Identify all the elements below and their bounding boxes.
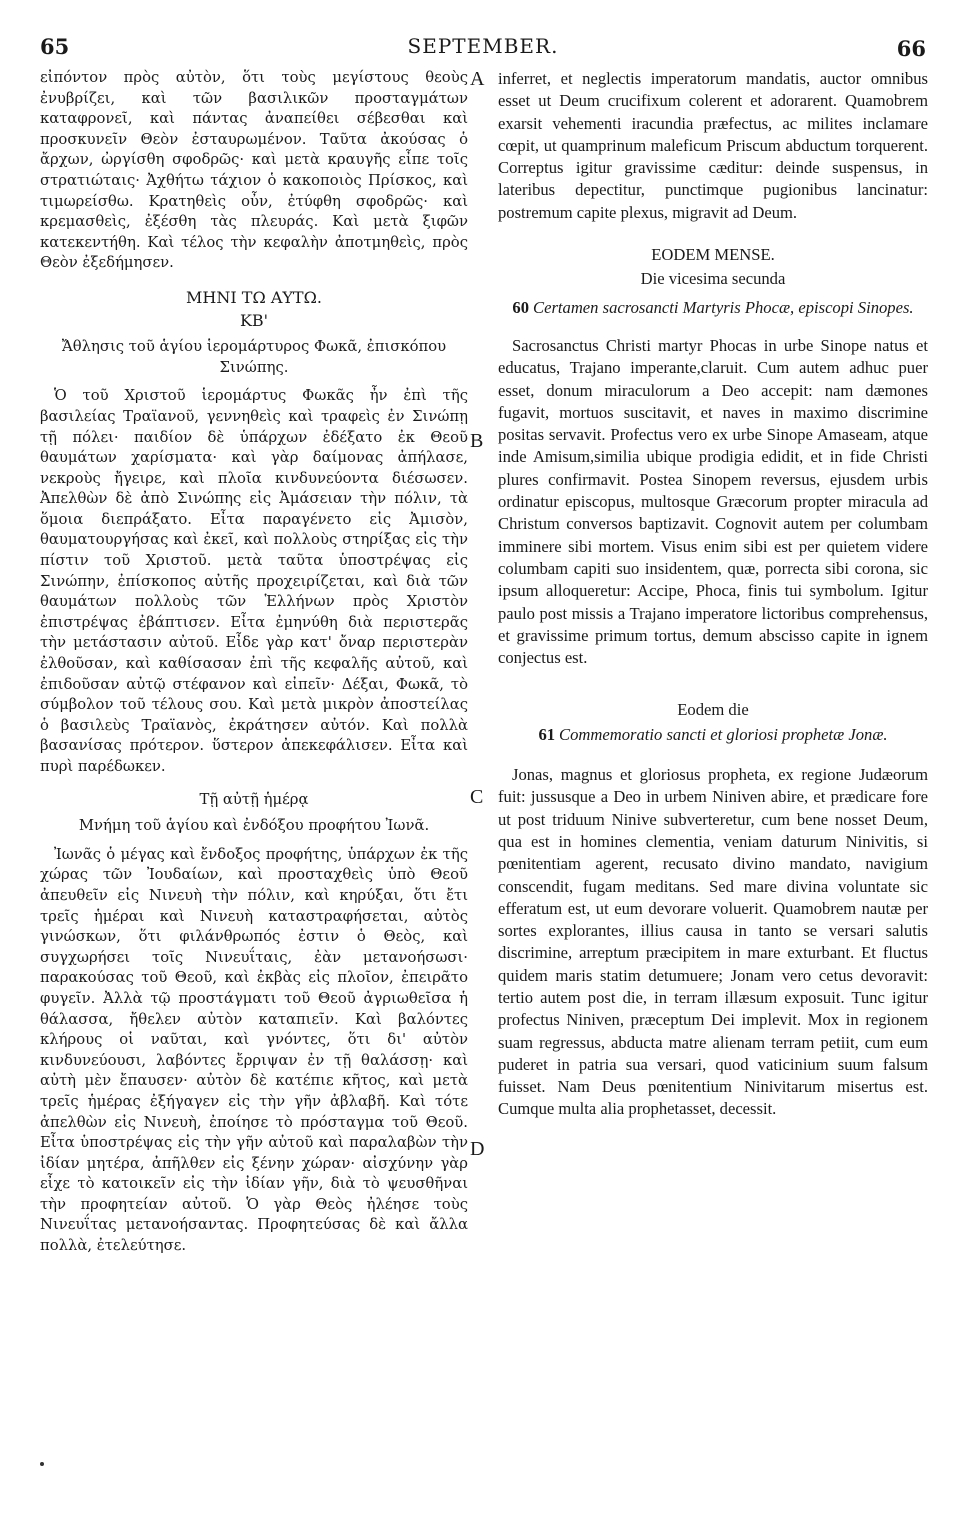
latin-intro-paragraph: inferret, et neglectis imperatorum mandatis, auctor omnibus esset ut Deum crucifixum colerent et adorarent. Quamobrem exarsit vehementi iracundia præfectus, ac milites inclamare cœpit, ut quamprinum maleficum Priscum abductum torquerent. Correptus igitur gravissime cæditur: deinde suspensus, in lateribus depectitur, punctimque pugionibus lancinatur: postremum capite plexus, migravit ad Deum. xyxy=(498,69,928,222)
greek-phocas-title: Ἄθλησις τοῦ ἁγίου ἱερομάρτυρος Φωκᾶ, ἐπισκόπου Σινώπης. xyxy=(61,338,447,376)
greek-same-day-heading: Τῇ αὐτῇ ἡμέρᾳ xyxy=(199,790,309,808)
ink-dot xyxy=(40,1462,44,1466)
latin-column xyxy=(498,68,928,1121)
greek-column xyxy=(40,68,468,1257)
latin-jonah-heading xyxy=(498,724,928,746)
latin-jonah-number: 61 xyxy=(538,724,556,744)
latin-phocas-text: Sacrosanctus Christi martyr Phocas in urbe Sinope natus et educatus, Trajano imperante,claruit. Cum autem adhuc puer esset, donum miraculorum a Deo accepit: nam dæmones fugavit, mortuos suscitavit, et naves in maximo discrimine positas servavit. Profectus vero ex urbe Sinope Amaseam, atque inde Amisum,similia ubique prodigia edidit, et in fide Christi plures confirmavit. Postea Sinopem reversus, ejusdem urbis ordinatur episcopus, multosque Græcorum propter miracula ad Christum conversos baptizavit. Cognovit autem per columbam imminere sibi mortem. Visus enim sibi est per quietem videre columbam capiti suo insidentem, quæ, porrecta sibi corona, sic ipsum alloqueretur: Accipe, Phoca, finis tui symbolum. Igitur paulo post missis a Trajano imperatore lictoribus comprehensus, et gravissime primum tortus, demum abscisso capite in ignem conjectus est. xyxy=(498,335,928,668)
latin-same-day-heading: Eodem die xyxy=(677,700,749,720)
greek-jonah-text: Ἰωνᾶς ὁ μέγας καὶ ἔνδοξος προφήτης, ὑπάρχων ἐκ τῆς χώρας τῶν Ἰουδαίων, καὶ προσταχθεὶς ὑπὸ Θεοῦ ἀπευθεῖν εἰς Νινευὴ τὴν πόλιν, καὶ κηρύξαι, ὅτι ἔτι τρεῖς ἡμέραι καὶ Νινευὴ καταστραφήσεται, αὐτὸς γινώσκων, ὅτι φιλάνθρωπός ἐστιν ὁ Θεὸς, καὶ συγχωρήσει τοῖς Νινευΐταις, ἐὰν μετανοήσωσι· παρακούσας τοῦ Θεοῦ, καὶ ἐκβὰς εἰς πλοῖον, ἐπειρᾶτο φυγεῖν. Ἀλλὰ τῷ προστάγματι τοῦ Θεοῦ ἀγριωθεῖσα ἡ θάλασσα, ἤθελεν αὐτὸν καταπιεῖν. Καὶ βαλόντες κλήρους οἱ ναῦται, καὶ γνόντες, ὅτι δι' αὐτὸν κινδυνεύουσι, λαβόντες ἔρριψαν ἐν τῇ θαλάσσῃ· καὶ αὐτὴ μὲν ἔπαυσεν· αὐτὸν δὲ κατέπιε κῆτος, καὶ μετὰ τρεῖς ἡμέρας ἐξήγαγεν εἰς τὴν γῆν ἀβλαβῆ. Καὶ τότε ἀπελθὼν εἰς Νινευὴ, ἐποίησε τὸ πρόσταγμα τοῦ Θεοῦ. Εἶτα ὑποστρέψας εἰς τὴν γῆν αὐτοῦ καὶ παραλαβὼν τὴν ἰδίαν μητέρα, ἀπῆλθεν εἰς ξένην χώραν· αἰσχύνην γὰρ εἶχε τὸ κατοικεῖν εἰς τὴν ἰδίαν γῆν, διὰ τὸ ψευσθῆναι τὴν προφητείαν αὐτοῦ. Ὁ γὰρ Θεὸς ἠλέησε τοὺς Νινευΐτας μετανοήσαντας. Προφητεύσας δὲ καὶ ἄλλα πολλὰ, ἐτελεύτησε. xyxy=(40,845,468,1255)
latin-phocas-heading xyxy=(498,297,928,319)
latin-phocas-number: 60 xyxy=(512,297,530,317)
margin-marker-d: D xyxy=(470,1138,485,1160)
latin-jonah-text: Jonas, magnus et gloriosus propheta, ex regione Judæorum fuit: jussusque a Deo in urbem Niniven abire, et prædicare fore ut post triduum Ninive subverteretur, cum bene nosset Deum, qua est in homines clementia, veniam daturum Ninivitis, si pœnitentiam agerent, recusato divino mandato, navigium conscendit, fugam meditans. Sed mare divina voluntate sic efferatum est, ut eum devorare voluerit. Quamobrem nautæ per sortes explorantes, illius causa in tanto se versari salutis discrimine, arreptum præcipitem in mare exturbant. Et fluctus quidem maris statim detumuere; Jonam vero cetus devoravit: tertio autem post die, in terram illæsum exposuit. Tunc igitur profectus Niniven, præceptum Dei implevit. Mox in regionem suam regressus, abducta matre alienam terram petiit, cum eum puderet in patria sua versari, quod vaticinium suum falsum fuisset. Nam Deus pœnitentium Ninivitarum misertus est. Cumque multa alia prophetasset, decessit. xyxy=(498,765,928,1119)
left-page-number: 65 xyxy=(40,34,70,59)
greek-day-numeral: ΚΒ' xyxy=(239,310,269,330)
greek-jonah-title: Μνήμη τοῦ ἁγίου καὶ ἐνδόξου προφήτου Ἰωνᾶ. xyxy=(78,817,430,835)
latin-month-heading: EODEM MENSE. xyxy=(651,245,775,265)
margin-marker-b: B xyxy=(470,430,484,452)
greek-intro-paragraph: εἰπόντον πρὸς αὐτὸν, ὅτι τοὺς μεγίστους θεοὺς ἐνυβρίζει, καὶ τῶν βασιλικῶν προσταγμάτων καταφρονεῖ, καὶ πάντας ἀναπείθει σέβεσθαι καὶ προσκυνεῖν Θεὸν ἐσταυρωμένον. Ταῦτα ἀκούσας ὁ ἄρχων, ὠργίσθη σφοδρῶς· καὶ μετὰ κραυγῆς εἶπε τοῖς στρατιώταις· Ἀχθήτω τάχιον ὁ κακοποιὸς Πρίσκος, καὶ τιμωρείσθω. Κρατηθεὶς οὖν, ἐτύφθη σφοδρῶς· καὶ κρεμασθεὶς, ἐξέσθη τὰς πλευράς. Καὶ μετὰ ξιφῶν κατεκεντήθη. Καὶ τέλος τὴν κεφαλὴν ἀποτμηθεὶς, πρὸς Θεὸν ἐξεδήμησεν. xyxy=(40,69,468,272)
page-header xyxy=(40,34,926,64)
margin-marker-a: A xyxy=(470,68,485,90)
margin-marker-c: C xyxy=(470,786,484,808)
latin-phocas-title: Certamen sacrosancti Martyris Phocæ, episcopi Sinopes. xyxy=(533,297,914,317)
greek-month-heading: ΜΗΝΙ ΤΩ ΑΥΤΩ. xyxy=(186,287,322,307)
running-title: SEPTEMBER. xyxy=(407,34,559,58)
latin-day-heading: Die vicesima secunda xyxy=(640,269,786,289)
greek-phocas-text: Ὁ τοῦ Χριστοῦ ἱερομάρτυς Φωκᾶς ἦν ἐπὶ τῆς βασιλείας Τραϊανοῦ, γεννηθεὶς καὶ τραφεὶς ἐν Σινώπῃ τῇ πόλει· παιδίον δὲ ὑπάρχων ἐδέξατο ἐκ Θεοῦ θαυμάτων χαρίσματα· καὶ γὰρ δαίμονας ἀπήλασε, νεκροὺς ἤγειρε, καὶ πλοῖα κινδυνεύοντα διέσωσεν. Ἀπελθὼν δὲ ἀπὸ Σινώπης εἰς Ἀμάσειαν τὴν πόλιν, τὰ ὅμοια διεπράξατο. Εἶτα παραγένετο εἰς Ἀμισὸν, θαυματουργήσας καὶ ἐκεῖ, καὶ πολλοὺς στηρίξας εἰς τὴν πίστιν τοῦ Χριστοῦ. μετὰ ταῦτα ὑποστρέψας εἰς Σινώπην, ἐπίσκοπος αὐτῆς προχειρίζεται, καὶ διὰ τῶν θαυμάτων πολλοὺς τῶν Ἑλλήνων πρὸς Χριστὸν ἐπιστρέψας ἐβάπτισεν. Εἶτα ἐμηνύθη διὰ περιστερᾶς τὴν μετάστασιν αὐτοῦ. Εἶδε γὰρ κατ' ὄναρ περιστερὰν ἐλθοῦσαν, καὶ καθίσασαν ἐπὶ τῆς κεφαλῆς αὐτοῦ, καὶ ἐπιδοῦσαν αὐτῷ στέφανον καὶ εἰπεῖν· Δέξαι, Φωκᾶ, τὸ σύμβολον τοῦ τέλους σου. Καὶ μετὰ μικρὸν ἀποστείλας ὁ βασιλεὺς Τραϊανὸς, ἐκράτησεν αὐτόν. Καὶ πολλὰ βασανίσας πρότερον. ὕστερον ἀπεκεφάλισεν. Εἶτα καὶ πυρὶ παρέδωκεν. xyxy=(40,387,468,775)
right-page-number: 66 xyxy=(896,36,926,61)
latin-jonah-title: Commemoratio sancti et gloriosi prophetæ Jonæ. xyxy=(559,724,888,744)
